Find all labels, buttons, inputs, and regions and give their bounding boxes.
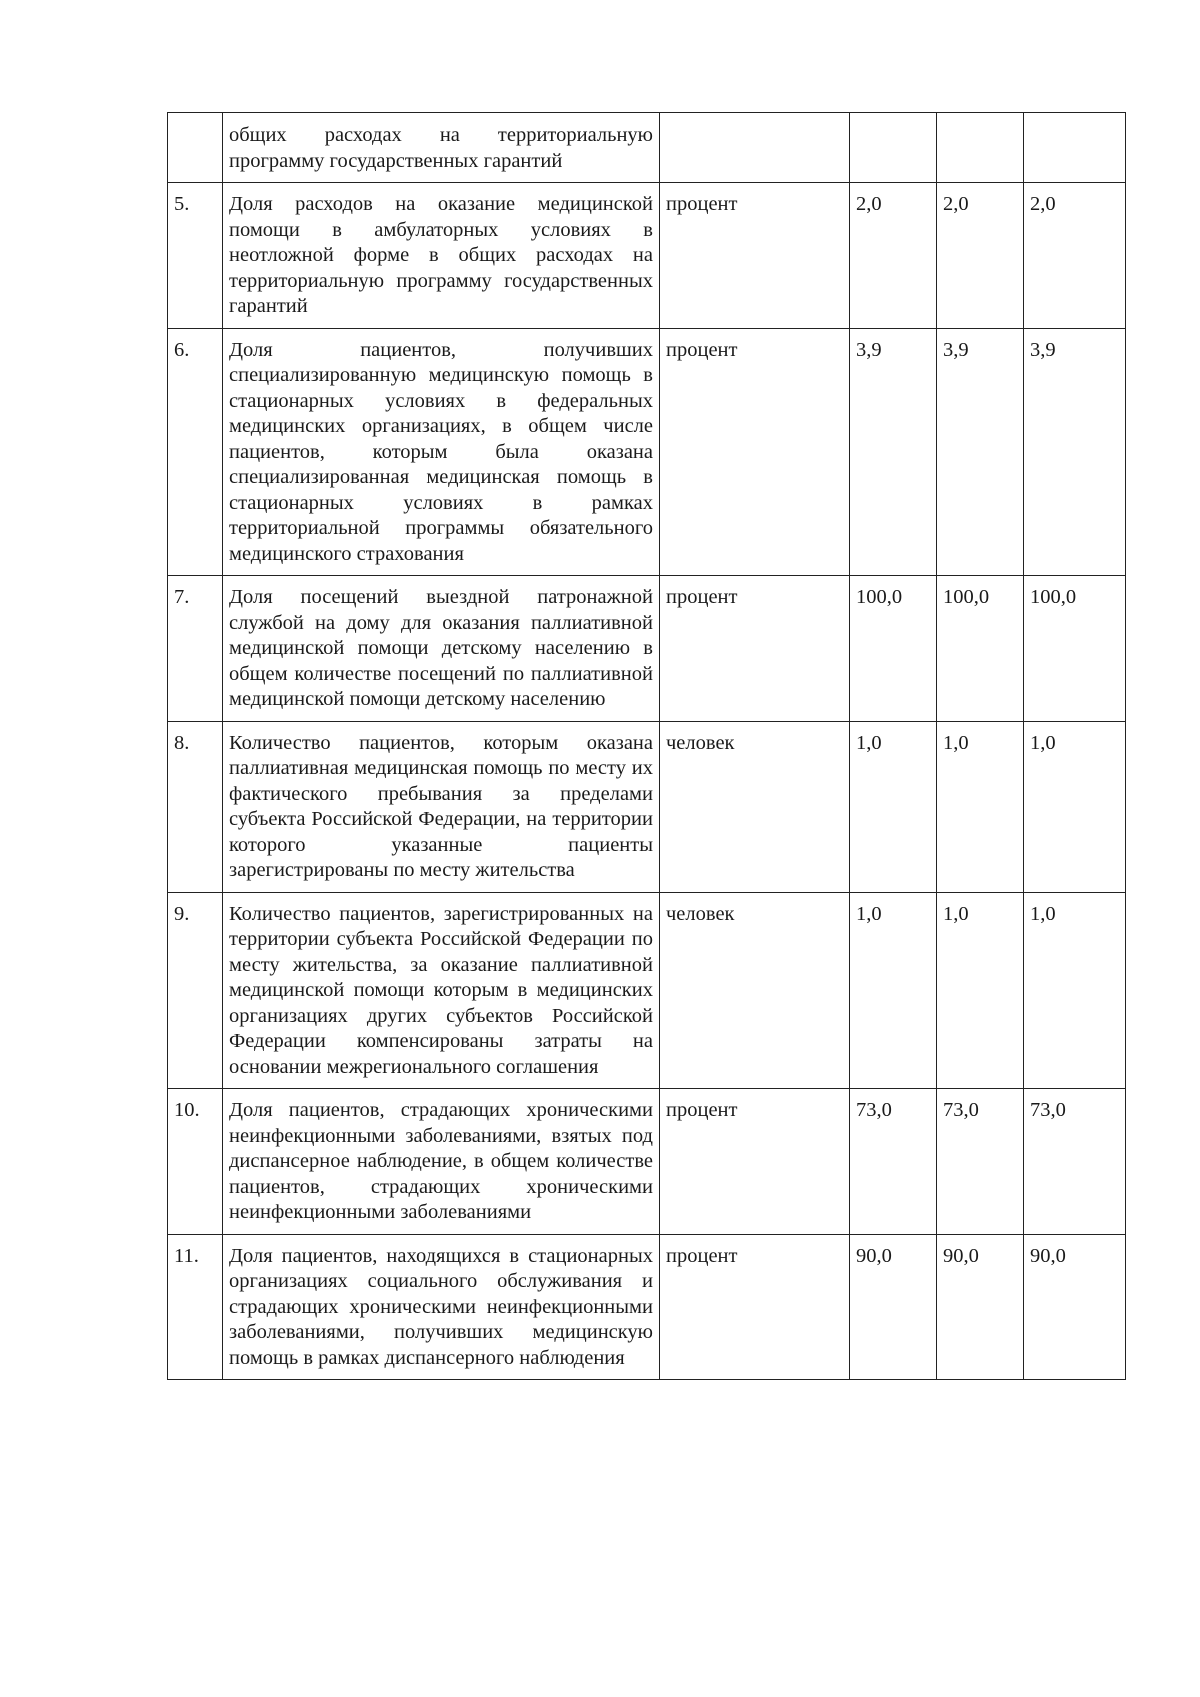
indicator-name: Доля посещений выездной патронажной службой на дому для оказания паллиативной медицинской помощи детскому населению в общем количестве посещений по паллиативной медицинской помощи детскому населению (223, 576, 660, 722)
row-number: 7. (168, 576, 223, 722)
table-row (168, 1234, 1126, 1380)
value-year-2: 2,0 (937, 183, 1024, 329)
value-year-3: 100,0 (1024, 576, 1126, 722)
value-year-1: 1,0 (850, 892, 937, 1089)
row-number: 5. (168, 183, 223, 329)
unit-of-measure: процент (660, 1234, 850, 1380)
table-row (168, 113, 1126, 183)
value-year-2: 90,0 (937, 1234, 1024, 1380)
table-row (168, 328, 1126, 576)
value-year-2: 3,9 (937, 328, 1024, 576)
value-year-3: 90,0 (1024, 1234, 1126, 1380)
table-row (168, 183, 1126, 329)
indicators-table (167, 112, 1126, 1380)
unit-of-measure: процент (660, 1089, 850, 1235)
value-year-1: 3,9 (850, 328, 937, 576)
table-row (168, 892, 1126, 1089)
value-year-1: 90,0 (850, 1234, 937, 1380)
value-year-2: 1,0 (937, 892, 1024, 1089)
indicator-name: Доля пациентов, получивших специализированную медицинскую помощь в стационарных условиях в федеральных медицинских организациях, в общем числе пациентов, которым была оказана специализированная медицинская помощь в стационарных условиях в рамках территориальной программы обязательного медицинского страхования (223, 328, 660, 576)
value-year-3: 1,0 (1024, 892, 1126, 1089)
value-year-1 (850, 113, 937, 183)
value-year-3: 73,0 (1024, 1089, 1126, 1235)
value-year-3: 1,0 (1024, 721, 1126, 892)
value-year-3: 2,0 (1024, 183, 1126, 329)
row-number: 9. (168, 892, 223, 1089)
table-row (168, 1089, 1126, 1235)
unit-of-measure: процент (660, 576, 850, 722)
value-year-3: 3,9 (1024, 328, 1126, 576)
row-number: 8. (168, 721, 223, 892)
value-year-2 (937, 113, 1024, 183)
table-row (168, 721, 1126, 892)
row-number: 6. (168, 328, 223, 576)
indicator-name: Количество пациентов, зарегистрированных на территории субъекта Российской Федерации по месту жительства, за оказание паллиативной медицинской помощи которым в медицинских организациях других субъектов Российской Федерации компенсированы затраты на основании межрегионального соглашения (223, 892, 660, 1089)
indicator-name: общих расходах на территориальную программу государственных гарантий (223, 113, 660, 183)
unit-of-measure: человек (660, 892, 850, 1089)
indicator-name: Доля пациентов, находящихся в стационарных организациях социального обслуживания и страдающих хроническими неинфекционными заболеваниями, получивших медицинскую помощь в рамках диспансерного наблюдения (223, 1234, 660, 1380)
value-year-2: 1,0 (937, 721, 1024, 892)
row-number: 11. (168, 1234, 223, 1380)
indicator-name: Доля пациентов, страдающих хроническими неинфекционными заболеваниями, взятых под диспансерное наблюдение, в общем количестве пациентов, страдающих хроническими неинфекционными заболеваниями (223, 1089, 660, 1235)
row-number (168, 113, 223, 183)
unit-of-measure (660, 113, 850, 183)
value-year-2: 100,0 (937, 576, 1024, 722)
indicator-name: Доля расходов на оказание медицинской помощи в амбулаторных условиях в неотложной форме в общих расходах на территориальную программу государственных гарантий (223, 183, 660, 329)
value-year-1: 73,0 (850, 1089, 937, 1235)
value-year-1: 1,0 (850, 721, 937, 892)
value-year-1: 100,0 (850, 576, 937, 722)
table-row (168, 576, 1126, 722)
row-number: 10. (168, 1089, 223, 1235)
value-year-2: 73,0 (937, 1089, 1024, 1235)
value-year-3 (1024, 113, 1126, 183)
indicator-name: Количество пациентов, которым оказана паллиативная медицинская помощь по месту их фактического пребывания за пределами субъекта Российской Федерации, на территории которого указанные пациенты зарегистрированы по месту жительства (223, 721, 660, 892)
value-year-1: 2,0 (850, 183, 937, 329)
unit-of-measure: процент (660, 328, 850, 576)
unit-of-measure: процент (660, 183, 850, 329)
unit-of-measure: человек (660, 721, 850, 892)
